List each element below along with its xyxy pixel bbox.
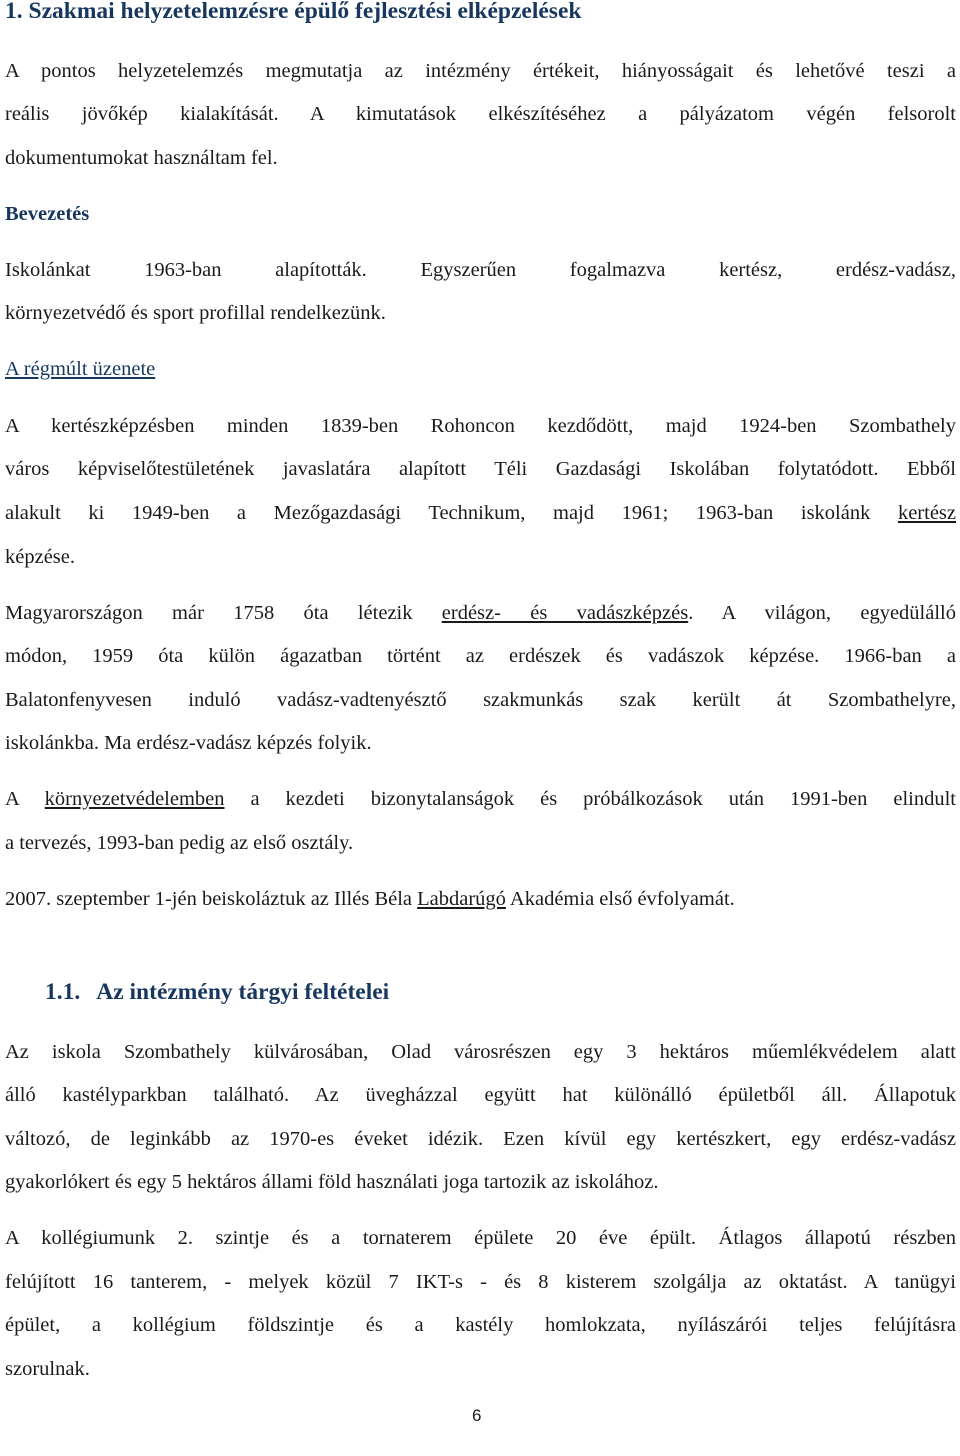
link-kornyezetvedelem[interactable]: környezetvédelemben [44,788,225,810]
subheading-bevezetes: Bevezetés [5,203,90,225]
targyi-p2-line-2: felújított 16 tanterem, - melyek közül 7 IKT-s - és 8 kisterem szolgálja az oktatást. A tanügyi [5,1271,956,1293]
targyi-p1-line-2: álló kastélyparkban található. Az üvegházzal együtt hat különálló épületből áll. Állapotuk [5,1084,956,1106]
regmult-p4-line-1 [5,887,735,911]
regmult-p2-line-1-post: . A világon, egyedülálló [688,602,956,624]
regmult-p2-line-2: módon, 1959 óta külön ágazatban történt az erdészek és vadászok képzése. 1966-ban a [5,645,956,667]
intro-line-1: A pontos helyzetelemzés megmutatja az intézmény értékeit, hiányosságait és lehetővé teszi a [5,60,956,82]
targyi-p2-line-1: A kollégiumunk 2. szintje és a tornaterem épülete 20 éve épült. Átlagos állapotú részben [5,1227,956,1249]
regmult-p3-line-1-post: a kezdeti bizonytalanságok és próbálkozások után 1991-ben elindult [224,788,956,810]
intro-line-2: reális jövőkép kialakítását. A kimutatások elkészítéséhez a pályázatom végén felsorolt [5,103,956,125]
section-number: 1. [5,0,23,24]
regmult-p1-line-3 [5,501,956,525]
regmult-p2-line-1-text: Magyarországon már 1758 óta létezik [5,602,442,624]
subsection-heading [45,979,389,1006]
intro-line-3: dokumentumokat használtam fel. [5,147,278,169]
section-title: Szakmai helyzetelemzésre épülő fejlesztési elképzelések [28,0,582,24]
link-labdarugo[interactable]: Labdarúgó [417,888,506,910]
regmult-p1-line-1: A kertészképzésben minden 1839-ben Rohoncon kezdődött, majd 1924-ben Szombathely [5,415,956,437]
regmult-p3-line-1 [5,787,956,811]
bevezetes-line-2: környezetvédő és sport profillal rendelkezünk. [5,302,386,324]
regmult-p2-line-1 [5,601,956,625]
targyi-p1-line-3: változó, de leginkább az 1970-es éveket idézik. Ezen kívül egy kertészkert, egy erdész-vadász [5,1128,956,1150]
regmult-p2-line-4: iskolánkba. Ma erdész-vadász képzés folyik. [5,732,372,754]
regmult-p2-line-3: Balatonfenyvesen induló vadász-vadtenyésztő szakmunkás szak került át Szombathelyre, [5,689,956,711]
targyi-p2-line-3: épület, a kollégium földszintje és a kastély homlokzata, nyílászárói teljes felújításra [5,1314,956,1336]
link-erdesz-vadasz[interactable]: erdész- és vadászképzés [441,602,689,624]
page-number: 6 [472,1406,482,1425]
regmult-p3-line-2: a tervezés, 1993-ban pedig az első osztály. [5,832,354,854]
subheading-regmult: A régmúlt üzenete [5,358,156,380]
regmult-p1-line-4: képzése. [5,546,75,568]
regmult-p1-line-2: város képviselőtestületének javaslatára alapított Téli Gazdasági Iskolában folytatódott. Ebből [5,458,956,480]
section-heading [5,0,581,25]
regmult-p3-line-1-text: A [5,788,45,810]
link-kertesz[interactable]: kertész [897,502,956,524]
regmult-p1-line-3-text: alakult ki 1949-ben a Mezőgazdasági Technikum, majd 1961; 1963-ban iskolánk [5,502,898,524]
regmult-p4-line-1-post: Akadémia első évfolyamát. [505,888,735,910]
targyi-p2-line-4: szorulnak. [5,1358,90,1380]
subsection-number: 1.1. [45,979,81,1005]
regmult-p4-line-1-text: 2007. szeptember 1-jén beiskoláztuk az Illés Béla [5,888,418,910]
subsection-title: Az intézmény tárgyi feltételei [96,979,390,1005]
targyi-p1-line-4: gyakorlókert és egy 5 hektáros állami föld használati joga tartozik az iskolához. [5,1171,659,1193]
bevezetes-line-1: Iskolánkat 1963-ban alapították. Egyszerűen fogalmazva kertész, erdész-vadász, [5,259,956,281]
targyi-p1-line-1: Az iskola Szombathely külvárosában, Olad városrészen egy 3 hektáros műemlékvédelem alatt [5,1041,956,1063]
